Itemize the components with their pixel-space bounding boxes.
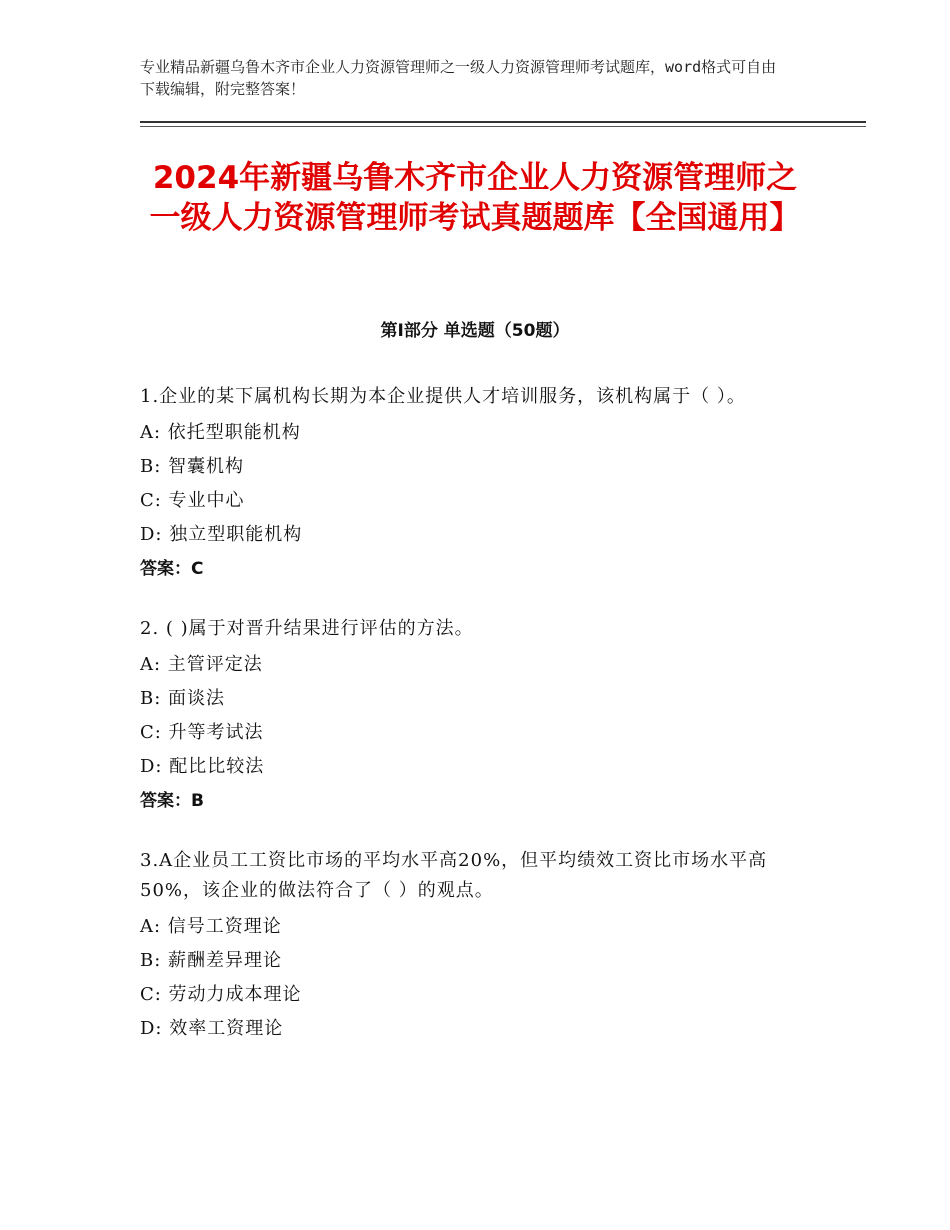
option-b: B: 薪酬差异理论	[140, 950, 283, 971]
option-c: C: 专业中心	[140, 490, 245, 511]
option-b: B: 面谈法	[140, 688, 226, 709]
option-d: D: 效率工资理论	[140, 1018, 284, 1039]
header-divider-thick	[140, 121, 866, 123]
question-3	[140, 846, 810, 1046]
question-stem: 1.企业的某下属机构长期为本企业提供人才培训服务，该机构属于（ ）。	[140, 386, 746, 407]
answer: 答案：C	[140, 559, 204, 579]
option-d: D: 配比比较法	[140, 756, 265, 777]
question-stem: 3.A企业员工工资比市场的平均水平高20%，但平均绩效工资比市场水平高50%，该企业的做法符合了（ ）的观点。	[140, 850, 768, 901]
answer: 答案：B	[140, 791, 204, 811]
header-note: 专业精品新疆乌鲁木齐市企业人力资源管理师之一级人力资源管理师考试题库，word格式可自由下载编辑，附完整答案！	[140, 58, 777, 98]
option-a: A: 主管评定法	[140, 654, 263, 675]
question-stem: 2. ( )属于对晋升结果进行评估的方法。	[140, 618, 474, 639]
question-2	[140, 614, 810, 818]
section-heading: 第Ⅰ部分 单选题（50题）	[380, 321, 570, 341]
question-1	[140, 382, 810, 586]
option-a: A: 依托型职能机构	[140, 422, 301, 443]
option-c: C: 升等考试法	[140, 722, 264, 743]
question-list	[140, 382, 810, 1074]
option-d: D: 独立型职能机构	[140, 524, 303, 545]
document-title: 2024年新疆乌鲁木齐市企业人力资源管理师之一级人力资源管理师考试真题题库【全国通用】	[149, 160, 801, 236]
option-c: C: 劳动力成本理论	[140, 984, 302, 1005]
option-b: B: 智囊机构	[140, 456, 245, 477]
option-a: A: 信号工资理论	[140, 916, 282, 937]
header-divider-thin	[140, 126, 866, 127]
